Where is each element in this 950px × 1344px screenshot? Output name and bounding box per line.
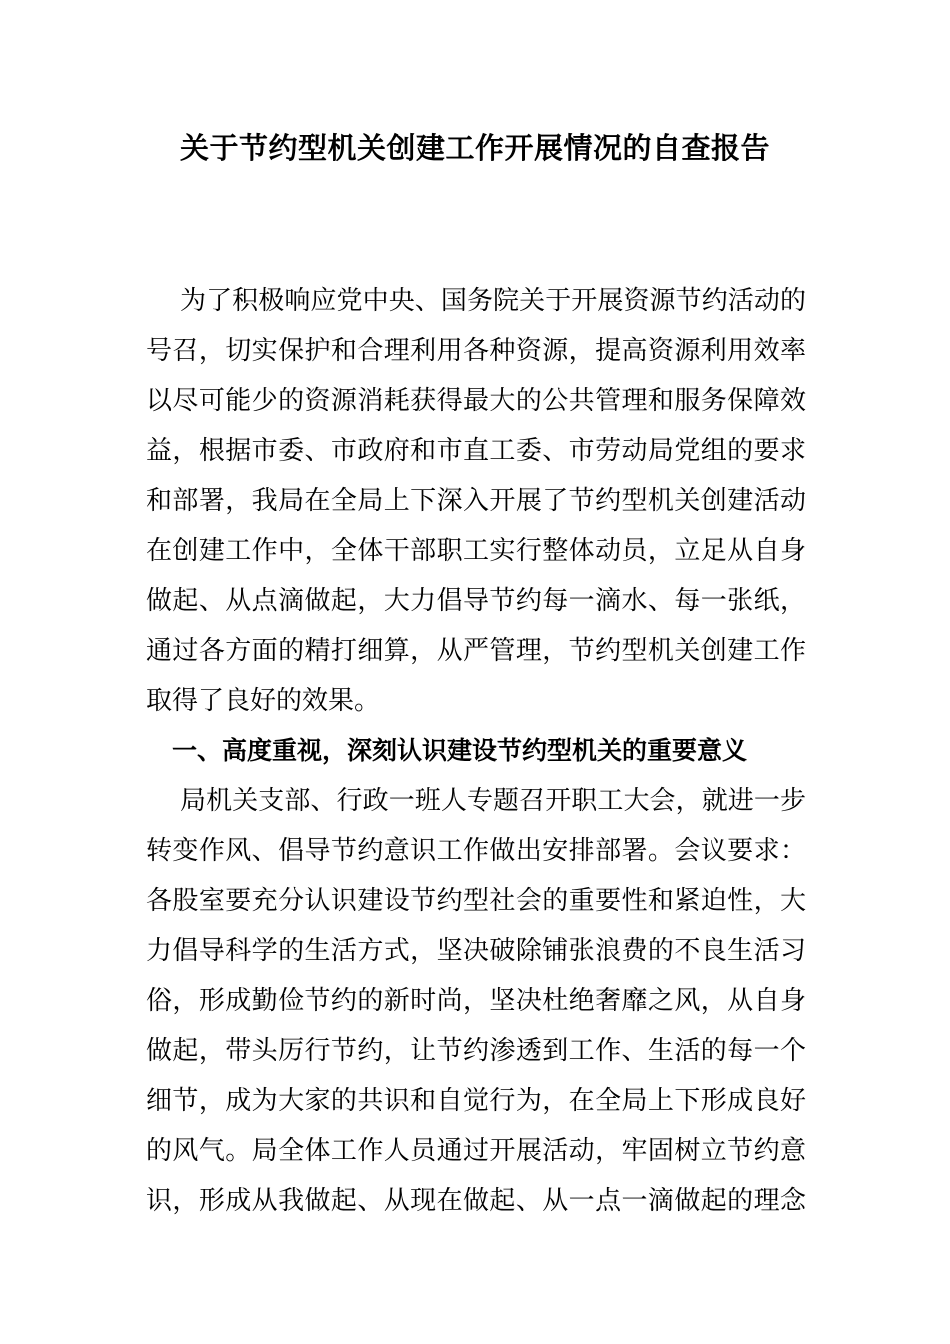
paragraph-1-line: 做起、从点滴做起，大力倡导节约每一滴水、每一张纸， (146, 586, 806, 616)
paragraph-2-line: 细节，成为大家的共识和自觉行为，在全局上下形成良好 (146, 1086, 806, 1116)
document-title: 关于节约型机关创建工作开展情况的自查报告 (179, 131, 770, 165)
paragraph-1-line: 以尽可能少的资源消耗获得最大的公共管理和服务保障效 (146, 386, 806, 416)
paragraph-2-line: 的风气。局全体工作人员通过开展活动，牢固树立节约意 (146, 1136, 806, 1166)
paragraph-1-line: 为了积极响应党中央、国务院关于开展资源节约活动的 (180, 286, 806, 316)
paragraph-1-line: 通过各方面的精打细算，从严管理，节约型机关创建工作 (146, 636, 806, 666)
paragraph-1-line: 号召，切实保护和合理利用各种资源，提高资源利用效率 (146, 336, 806, 366)
paragraph-2-line: 局机关支部、行政一班人专题召开职工大会，就进一步 (180, 786, 806, 816)
paragraph-1-line: 益，根据市委、市政府和市直工委、市劳动局党组的要求 (146, 436, 806, 466)
paragraph-2-line: 俗，形成勤俭节约的新时尚，坚决杜绝奢靡之风，从自身 (146, 986, 806, 1016)
section-1-heading: 一、高度重视，深刻认识建设节约型机关的重要意义 (172, 736, 748, 765)
paragraph-2-line: 转变作风、倡导节约意识工作做出安排部署。会议要求： (146, 836, 806, 866)
paragraph-2-line: 做起，带头厉行节约，让节约渗透到工作、生活的每一个 (146, 1036, 806, 1066)
paragraph-2-line: 各股室要充分认识建设节约型社会的重要性和紧迫性，大 (146, 886, 806, 916)
paragraph-1-line: 取得了良好的效果。 (146, 686, 381, 716)
paragraph-1-line: 在创建工作中，全体干部职工实行整体动员，立足从自身 (146, 536, 806, 566)
paragraph-2-line: 识，形成从我做起、从现在做起、从一点一滴做起的理念 (146, 1186, 806, 1216)
document-body (146, 276, 806, 1226)
paragraph-1-line: 和部署，我局在全局上下深入开展了节约型机关创建活动 (146, 486, 806, 516)
paragraph-2-line: 力倡导科学的生活方式，坚决破除铺张浪费的不良生活习 (146, 936, 806, 966)
